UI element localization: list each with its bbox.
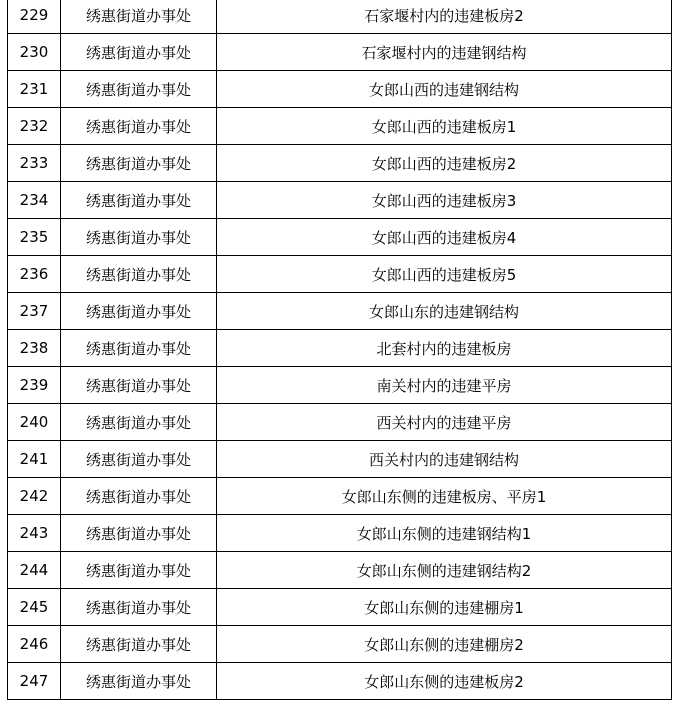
responsible-unit-cell: 绣惠街道办事处 [61,478,217,515]
row-number-cell: 242 [8,478,61,515]
violation-description-cell: 女郎山西的违建板房5 [217,256,672,293]
table-row [8,515,672,552]
responsible-unit-cell: 绣惠街道办事处 [61,0,217,34]
table-row [8,589,672,626]
violation-description-cell: 南关村内的违建平房 [217,367,672,404]
table-row [8,71,672,108]
table-row [8,293,672,330]
violation-description-cell: 女郎山东侧的违建棚房1 [217,589,672,626]
responsible-unit-cell: 绣惠街道办事处 [61,71,217,108]
row-number-cell: 244 [8,552,61,589]
document-table-container [7,0,671,700]
row-number-cell: 233 [8,145,61,182]
violation-description-cell: 女郎山西的违建板房4 [217,219,672,256]
responsible-unit-cell: 绣惠街道办事处 [61,626,217,663]
violation-description-cell: 石家堰村内的违建板房2 [217,0,672,34]
responsible-unit-cell: 绣惠街道办事处 [61,552,217,589]
responsible-unit-cell: 绣惠街道办事处 [61,108,217,145]
violation-description-cell: 女郎山西的违建板房2 [217,145,672,182]
responsible-unit-cell: 绣惠街道办事处 [61,404,217,441]
row-number-cell: 243 [8,515,61,552]
row-number-cell: 234 [8,182,61,219]
responsible-unit-cell: 绣惠街道办事处 [61,441,217,478]
violation-description-cell: 女郎山东侧的违建钢结构1 [217,515,672,552]
row-number-cell: 238 [8,330,61,367]
table-row [8,441,672,478]
responsible-unit-cell: 绣惠街道办事处 [61,145,217,182]
table-row [8,626,672,663]
responsible-unit-cell: 绣惠街道办事处 [61,367,217,404]
responsible-unit-cell: 绣惠街道办事处 [61,663,217,700]
table-row [8,663,672,700]
responsible-unit-cell: 绣惠街道办事处 [61,330,217,367]
responsible-unit-cell: 绣惠街道办事处 [61,589,217,626]
row-number-cell: 245 [8,589,61,626]
table-row [8,404,672,441]
violation-description-cell: 女郎山东侧的违建板房2 [217,663,672,700]
violation-description-cell: 石家堰村内的违建钢结构 [217,34,672,71]
table-row [8,367,672,404]
violation-description-cell: 女郎山西的违建板房3 [217,182,672,219]
violation-description-cell: 女郎山东的违建钢结构 [217,293,672,330]
row-number-cell: 230 [8,34,61,71]
violation-description-cell: 西关村内的违建平房 [217,404,672,441]
table-row [8,0,672,34]
responsible-unit-cell: 绣惠街道办事处 [61,182,217,219]
row-number-cell: 246 [8,626,61,663]
table-row [8,478,672,515]
row-number-cell: 232 [8,108,61,145]
violation-description-cell: 女郎山东侧的违建板房、平房1 [217,478,672,515]
table-row [8,108,672,145]
row-number-cell: 237 [8,293,61,330]
responsible-unit-cell: 绣惠街道办事处 [61,293,217,330]
violation-description-cell: 西关村内的违建钢结构 [217,441,672,478]
table-row [8,34,672,71]
table-body [8,0,672,700]
responsible-unit-cell: 绣惠街道办事处 [61,34,217,71]
row-number-cell: 229 [8,0,61,34]
responsible-unit-cell: 绣惠街道办事处 [61,219,217,256]
row-number-cell: 240 [8,404,61,441]
violation-list-table [7,0,672,700]
table-row [8,219,672,256]
responsible-unit-cell: 绣惠街道办事处 [61,515,217,552]
table-row [8,145,672,182]
violation-description-cell: 女郎山东侧的违建棚房2 [217,626,672,663]
responsible-unit-cell: 绣惠街道办事处 [61,256,217,293]
table-row [8,330,672,367]
row-number-cell: 241 [8,441,61,478]
violation-description-cell: 女郎山西的违建钢结构 [217,71,672,108]
table-row [8,552,672,589]
table-row [8,182,672,219]
table-row [8,256,672,293]
violation-description-cell: 女郎山西的违建板房1 [217,108,672,145]
violation-description-cell: 女郎山东侧的违建钢结构2 [217,552,672,589]
row-number-cell: 239 [8,367,61,404]
row-number-cell: 235 [8,219,61,256]
row-number-cell: 236 [8,256,61,293]
row-number-cell: 231 [8,71,61,108]
violation-description-cell: 北套村内的违建板房 [217,330,672,367]
row-number-cell: 247 [8,663,61,700]
